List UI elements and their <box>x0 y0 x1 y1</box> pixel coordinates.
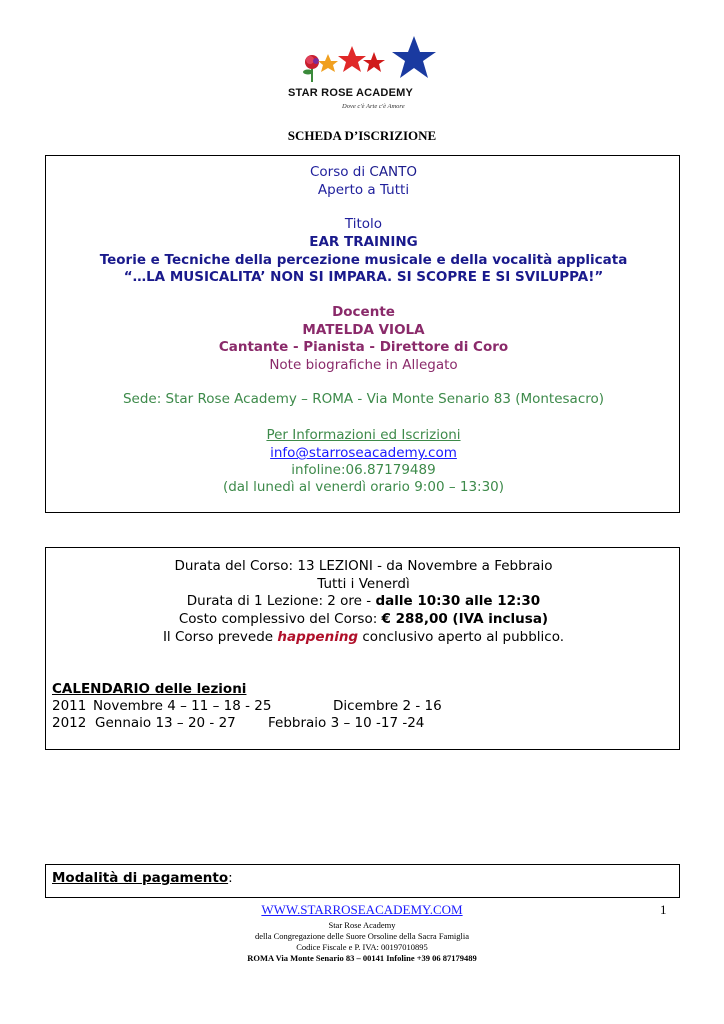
giorno-line: Tutti i Venerdì <box>317 576 410 592</box>
calendario-dates: Febbraio 3 – 10 -17 -24 <box>268 715 425 731</box>
logo <box>286 30 438 114</box>
page-number: 1 <box>660 902 667 917</box>
course-subtitle: Teorie e Tecniche della percezione musicale e della vocalità applicata <box>99 252 628 268</box>
lezione-orario: dalle 10:30 alle 12:30 <box>375 593 541 609</box>
infoline: infoline:06.87179489 <box>291 462 436 478</box>
calendario-dates: Dicembre 2 - 16 <box>333 698 442 714</box>
lezione-line <box>46 592 681 610</box>
happening-prefix: Il Corso prevede <box>162 629 278 645</box>
titolo-label: Titolo <box>344 216 383 232</box>
footer-codice: Codice Fiscale e P. IVA: 00197010895 <box>296 942 428 952</box>
costo-prefix: Costo complessivo del Corso: <box>178 611 382 627</box>
calendario-year: 2011 <box>52 698 87 714</box>
website-text[interactable]: WWW.STARROSEACADEMY.COM <box>261 902 463 917</box>
docente-label: Docente <box>332 304 395 320</box>
titolo-name: EAR TRAINING <box>309 234 418 250</box>
docente-note: Note biografiche in Allegato <box>269 357 458 373</box>
footer-address: ROMA Via Monte Senario 83 – 00141 Infoline +39 06 87179489 <box>247 953 477 963</box>
happening-line <box>46 628 681 646</box>
payment-label-line <box>52 869 233 887</box>
course-line <box>46 163 681 181</box>
calendario-dates: Gennaio 13 – 20 - 27 <box>95 715 236 731</box>
email-link[interactable]: info@starroseacademy.com <box>270 445 457 461</box>
durata-lezioni: LEZIONI <box>318 558 373 574</box>
docente-role: Cantante - Pianista - Direttore di Coro <box>218 339 509 355</box>
payment-colon: : <box>228 870 233 886</box>
logo-title: STAR ROSE ACADEMY <box>288 87 414 99</box>
costo-value: € 288,00 (IVA inclusa) <box>381 611 549 627</box>
email-line <box>46 444 681 462</box>
lezione-prefix: Durata di 1 Lezione: 2 ore - <box>186 593 376 609</box>
course-open: Aperto a Tutti <box>317 182 410 198</box>
calendario-year: 2012 <box>52 715 87 731</box>
course-prefix: Corso di <box>309 164 370 180</box>
happening-suffix: conclusivo aperto al pubblico. <box>358 629 565 645</box>
course-name: CANTO <box>369 164 418 180</box>
sede: Sede: Star Rose Academy – ROMA - Via Monte Senario 83 (Montesacro) <box>122 391 605 407</box>
docente-name: MATELDA VIOLA <box>302 322 425 338</box>
page-title: SCHEDA D’ISCRIZIONE <box>287 128 437 143</box>
happening-word: happening <box>277 629 359 645</box>
calendario-title: CALENDARIO delle lezioni <box>52 681 247 697</box>
course-details-box <box>45 547 680 750</box>
footer-congregazione: della Congregazione delle Suore Orsoline della Sacra Famiglia <box>254 931 470 941</box>
durata-prefix: Durata del Corso: 13 <box>174 558 319 574</box>
course-info-box <box>45 155 680 513</box>
info-label: Per Informazioni ed Iscrizioni <box>266 427 461 443</box>
orario: (dal lunedì al venerdì orario 9:00 – 13:30) <box>222 479 505 495</box>
course-motto: “…LA MUSICALITA’ NON SI IMPARA. SI SCOPRE E SI SVILUPPA!” <box>123 269 604 285</box>
rose-icon <box>303 55 319 82</box>
logo-stars-icon <box>286 30 438 90</box>
durata-suffix: - da Novembre a Febbraio <box>372 558 553 574</box>
footer-org: Star Rose Academy <box>328 920 396 930</box>
costo-line <box>46 610 681 628</box>
payment-label: Modalità di pagamento <box>52 870 229 886</box>
payment-box <box>45 864 680 898</box>
calendario-dates: Novembre 4 – 11 – 18 - 25 <box>93 698 272 714</box>
durata-line <box>46 557 681 575</box>
website-link[interactable] <box>0 902 724 918</box>
logo-tagline: Dove c'è Arte c'è Amore <box>342 103 405 110</box>
